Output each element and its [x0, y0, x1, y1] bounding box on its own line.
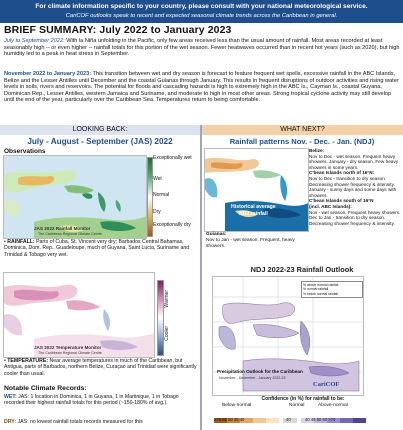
guianas-note	[206, 232, 306, 249]
rainfall-text: Parts of Cuba, St. Vincent very dry; Barbados Central Bahamas, Dominica, Dom. Rep., Guadeloupe, much of Guyana, Saint Lucia, Suriname and Trinidad & Tobago very wet.	[4, 239, 190, 258]
what-next-band: WHAT NEXT?	[202, 125, 403, 135]
south-text: Nov - wet season. Frequent heavy showers. Dec to Jan - transition to dry season. Decreasing shower frequency & intensity.	[309, 209, 401, 226]
rain-map-caption: JAS 2022 Rainfall Monitor	[34, 226, 91, 231]
record-wet-label: WET:	[4, 394, 17, 400]
record-dry	[4, 419, 198, 425]
outlook-legend-normal: % normal rainfall	[303, 287, 329, 292]
conf-below-label: Below-normal	[222, 403, 252, 408]
record-dry-label: DRY:	[4, 419, 17, 425]
banner-line-1: For climate information specific to your country, please consult with your national meteorological service.	[35, 3, 368, 10]
confidence-scale	[214, 410, 392, 416]
rainfall-label: RAINFALL:	[7, 239, 35, 245]
temp-scale-cooler: Cooler	[164, 326, 170, 341]
belize-text: Nov to Dec - wet season. Frequent heavy showers. January - dry season. Few heavy showers in some years.	[309, 153, 399, 170]
ndj-region-notes	[309, 148, 401, 226]
outlook-legend-above: % above normal rainfall	[303, 283, 339, 287]
record-wet-text: JAS: 1 location in Dominica, 1 in Guyana, 1 in Martinique, 1 in Tobago recorded their highest rainfall totals for this period (~150-180% of avg.).	[4, 394, 179, 407]
para2-body: This transition between wet and dry season is forecast to feature frequent wet spells, excessive rainfall in the ABC Islands, Belize and the Lesser Antilles until December and the coastal Guianas through January. This results in frequent disruptions of outdoor activities and rising water levels in soils, rivers and reservoirs. The potential for floods and cascading hazards is high to extremely high in the ABC Is., Cayman Is., coastal Guyana, Dominican Rep., Lesser Antilles, western Jamaica and Suriname, and moderate to high in most other areas. Strong tropical cyclone activity may still develop until the end of the year, particularly over the Caribbean Sea. Temperatures return to being comfortable.	[4, 71, 399, 104]
legend-exceptionally-wet: Exceptionally wet	[153, 155, 192, 161]
left-heading: July - August - September (JAS) 2022	[27, 137, 173, 146]
summary-paragraph-2	[4, 71, 400, 104]
conf-swatch-below-45	[253, 418, 266, 423]
rain-map-credit: The Caribbean Regional Climate Centre	[38, 232, 102, 236]
guianas-text: Nov to Jan - wet season. Frequent, heavy showers.	[206, 237, 295, 249]
para2-lead: November 2022 to January 2023:	[4, 71, 92, 77]
temperature-text: Near average temperatures in much of the Caribbean, but Antigua, parts of Barbados, northern Belize, Curaçao and Trinidad were significantly cooler than usual.	[4, 358, 197, 377]
north-title: C'bean Islands north of 16°N:	[309, 170, 375, 176]
north-text: Nov to Dec - transition to dry season. Decreasing shower frequency & intensity. January - sunny days and some days with showers.	[309, 175, 397, 198]
para1-lead: July to September 2022:	[4, 38, 65, 44]
ndj-historical-svg	[205, 149, 308, 231]
summary-title: BRIEF SUMMARY: July 2022 to January 2023	[4, 24, 232, 36]
outlook-legend-box	[301, 281, 363, 298]
conf-normal-label: Normal	[289, 403, 305, 408]
south-title: C'bean Islands south of 16°N	[309, 198, 374, 204]
legend-dry: Dry	[153, 209, 161, 215]
looking-back-band: LOOKING BACK:	[0, 125, 200, 135]
outlook-caption-2: November - December - January 2022-23	[219, 376, 286, 380]
temp-map-caption: JAS 2022 Temperature Monitor	[34, 345, 102, 350]
south-title-2: (incl. ABC Islands):	[309, 203, 352, 209]
hist-label-2: NDJ rainfall	[239, 211, 268, 217]
guianas-title: Guianas:	[206, 232, 227, 237]
ndj-outlook-map	[212, 276, 364, 396]
hist-label-1: Historical average	[231, 204, 276, 210]
column-divider	[200, 125, 202, 430]
legend-exceptionally-dry: Exceptionally dry	[153, 222, 191, 228]
temperature-observation: • TEMPERATURE: Near average temperatures in much of the Caribbean, but Antigua, parts of Barbados, northern Belize, Curaçao and Trinidad were significantly cooler than usual.	[4, 358, 197, 377]
para1-body: With la Niña unfolding in the Pacific, only few areas received less than the usual amount of rainfall. Most areas recorded at least seasonably high -- or even higher -- rainfall totals for this portion of the wet season. Fewer heatwaves occurred than in recent hot years (such as 2020), but high humidity led to a peak in heat stress in September.	[4, 38, 400, 58]
conf-swatch-below-40	[266, 418, 279, 423]
conf-swatch-above-70	[353, 418, 366, 423]
records-title: Notable Climate Records:	[4, 385, 87, 392]
belize-title: Belize:	[309, 148, 325, 153]
conf-above-ticks: 40 45 50 60 >70	[305, 417, 336, 422]
temperature-monitor-map	[3, 272, 155, 358]
ndj-historical-map	[204, 148, 309, 232]
temp-map-credit: The Caribbean Regional Climate Centre	[38, 351, 102, 355]
temperature-legend-bar	[157, 280, 164, 356]
rainfall-monitor-map	[3, 155, 147, 239]
right-heading: Rainfall patterns Nov. - Dec. - Jan. (NDJ)	[229, 137, 375, 146]
conf-swatch-above-60	[340, 418, 353, 423]
record-dry-text: JAS: no lowest rainfall totals records measured for this	[16, 419, 143, 425]
temp-scale-warmer: Warmer	[164, 290, 170, 308]
caricof-logo: CariCOF	[313, 381, 340, 388]
outlook-heading: NDJ 2022-23 Rainfall Outlook	[250, 265, 354, 274]
legend-wet: Wet	[153, 176, 162, 182]
observations-label: Observations	[4, 148, 46, 155]
conf-normal-ticks: 40	[286, 417, 291, 422]
legend-normal: Normal	[153, 192, 170, 198]
outlook-caption-1: Precipitation Outlook for the Caribbean	[217, 369, 303, 374]
confidence-title: Confidence (in %) for rainfall to be:	[261, 396, 345, 402]
outlook-legend-below: % below normal rainfall	[303, 291, 339, 296]
summary-paragraph-1	[4, 38, 400, 58]
top-banner	[0, 0, 403, 23]
conf-below-ticks: >70 60 50 45 40	[214, 417, 245, 422]
rainfall-observation: • RAINFALL: Parts of Cuba, St. Vincent very dry; Barbados Central Bahamas, Dominica, Dom. Rep., Guadeloupe, much of Guyana, Saint Lucia, Suriname and Trinidad & Tobago very wet.	[4, 239, 190, 258]
temperature-label: TEMPERATURE:	[7, 358, 49, 364]
record-wet	[4, 394, 198, 407]
conf-above-label: Above-normal	[318, 403, 348, 408]
banner-line-2: CariCOF outlooks speak to recent and expected seasonal climate trends across the Caribbean in general.	[65, 13, 338, 19]
